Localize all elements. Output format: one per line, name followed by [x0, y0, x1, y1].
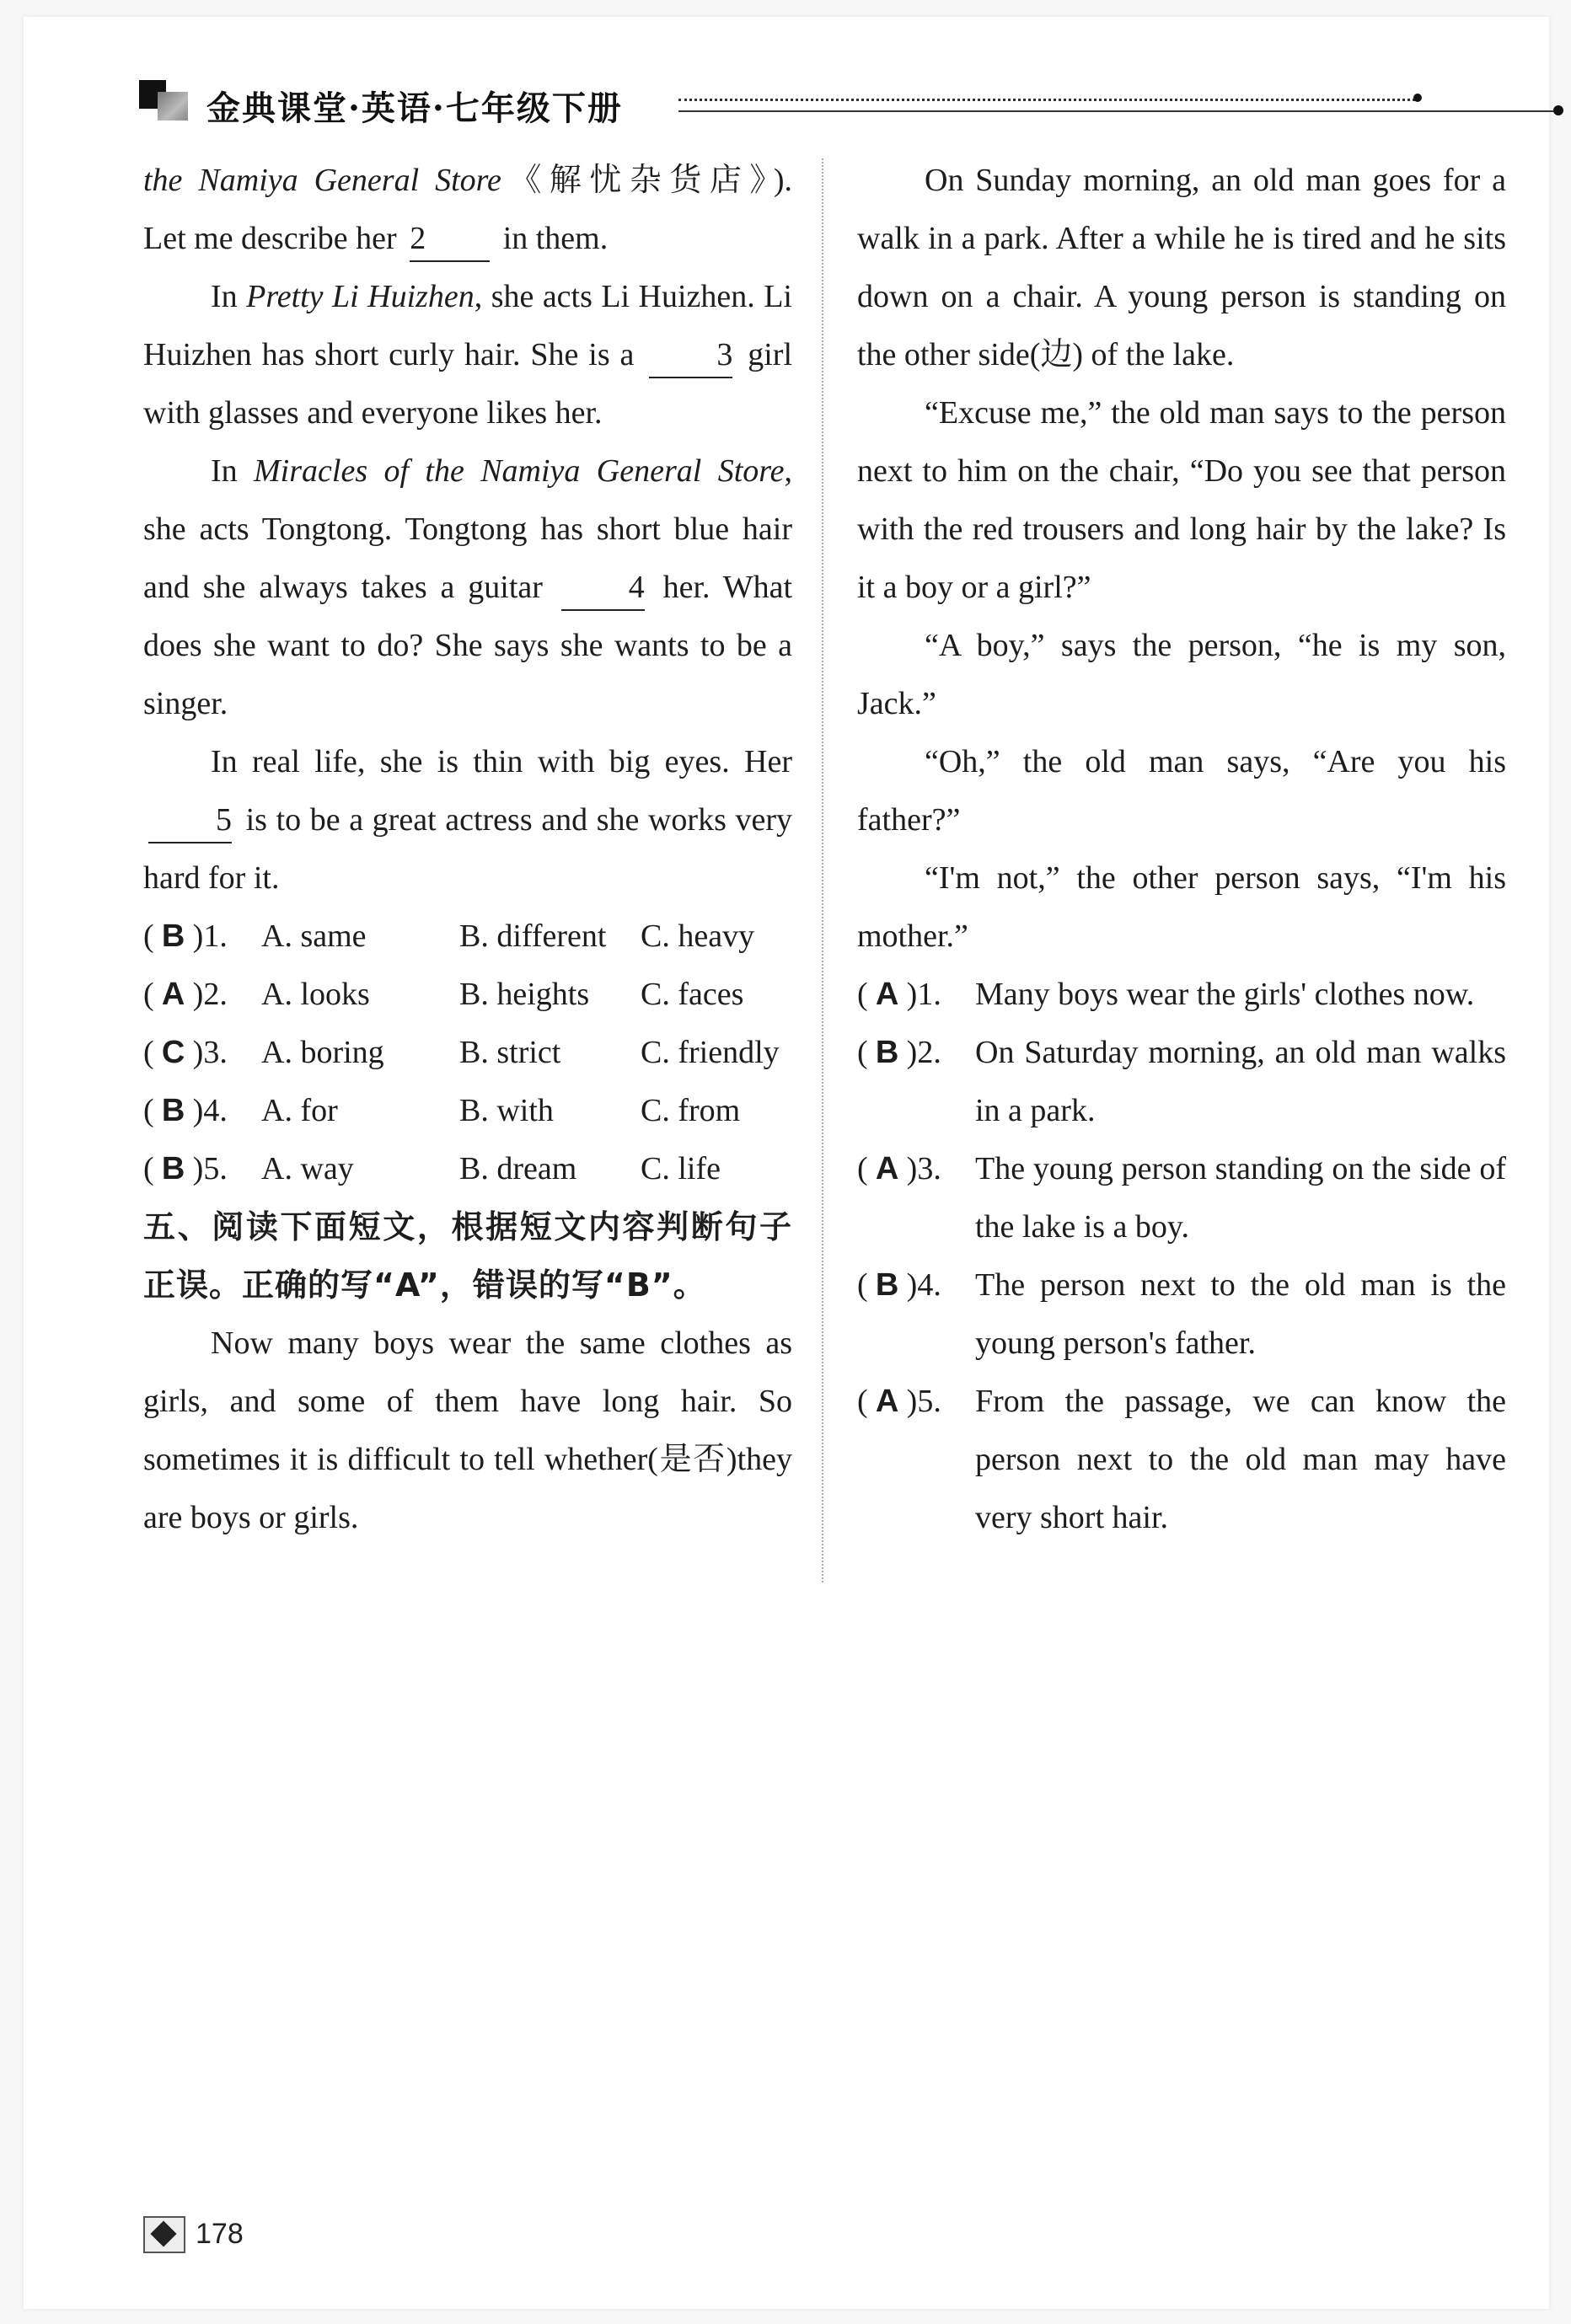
right-column [857, 152, 1506, 1547]
header-dot-icon [1413, 94, 1422, 102]
passage-paragraph: “Excuse me,” the old man says to the person next to him on the chair, “Do you see that person with the red trousers and long hair by the lake? Is it a boy or a girl?” [857, 395, 1506, 605]
question-row: ( B )5. A. way B. dream C. life [143, 1140, 792, 1198]
option-c: C. heavy [641, 918, 755, 954]
passage-text: girl with glasses and everyone likes her. [143, 337, 793, 431]
page-number: 178 [196, 2218, 244, 2250]
question-number: 2. [203, 977, 228, 1012]
judgment-item: ( A )5. From the passage, we can know the person next to the old man may have very short hair. [857, 1373, 1506, 1547]
question-number: 2. [917, 1035, 941, 1070]
passage-text: Let me describe her [143, 221, 397, 256]
judgment-item: ( A )1. Many boys wear the girls' clothes now. [857, 966, 1506, 1024]
chinese-title: 《解忧杂货店》). [501, 163, 793, 198]
option-b: B. dream [459, 1151, 577, 1186]
question-row: ( B )1. A. same B. different C. heavy [143, 908, 792, 966]
blank-4: 4 [561, 565, 645, 611]
passage-paragraph [143, 442, 792, 733]
header-rule-dotted [678, 99, 1420, 101]
page-header [139, 80, 1437, 131]
option-b: B. strict [459, 1035, 561, 1070]
question-number: 3. [917, 1151, 941, 1186]
passage-paragraph: “Oh,” the old man says, “Are you his father?” [857, 744, 1506, 838]
header-dot-icon [1553, 105, 1563, 115]
passage-text: In [211, 453, 238, 489]
option-c: C. friendly [641, 1035, 780, 1070]
answer-mark: C [161, 1035, 185, 1070]
header-title: 金典课堂·英语·七年级下册 [206, 88, 623, 128]
question-list [143, 908, 792, 1198]
movie-title: the Namiya General Store [143, 163, 501, 198]
movie-title: Pretty Li Huizhen [246, 279, 475, 314]
option-b: B. heights [459, 977, 590, 1012]
passage-text: , she acts Tongtong. Tongtong has short blue hair and she always takes a guitar [143, 453, 792, 605]
answer-mark: B [161, 1151, 185, 1186]
passage-paragraph: “I'm not,” the other person says, “I'm his mother.” [857, 860, 1506, 954]
option-c: C. life [641, 1151, 721, 1186]
question-number: 4. [917, 1267, 941, 1303]
passage-paragraph [143, 268, 792, 442]
judgment-item: ( B )4. The person next to the old man is the young person's father. [857, 1256, 1506, 1373]
question-number: 3. [203, 1035, 228, 1070]
blank-5: 5 [148, 798, 232, 843]
statement-text: The person next to the old man is the young person's father. [975, 1267, 1506, 1361]
question-number: 5. [203, 1151, 228, 1186]
answer-mark: B [161, 1093, 185, 1128]
question-number: 5. [917, 1384, 941, 1419]
question-number: 1. [917, 977, 941, 1012]
passage-text: in them. [502, 221, 609, 256]
question-row: ( A )2. A. looks B. heights C. faces [143, 966, 792, 1024]
movie-title: Miracles of the Namiya General Store [254, 453, 785, 489]
option-a: A. same [261, 918, 367, 954]
diamond-icon [143, 2216, 185, 2253]
statement-text: On Saturday morning, an old man walks in a park. [975, 1035, 1506, 1128]
answer-mark: B [161, 918, 185, 954]
question-row: ( B )4. A. for B. with C. from [143, 1082, 792, 1140]
answer-mark: A [875, 1384, 899, 1419]
passage-text: , she acts Li Huizhen. Li Huizhen has short curly hair. She is a [143, 279, 792, 372]
option-c: C. faces [641, 977, 744, 1012]
blank-2: 2 [410, 217, 490, 262]
answer-mark: A [875, 977, 899, 1012]
passage-text: In real life, she is thin with big eyes. Her [211, 744, 792, 779]
passage-text: is to be a great actress and she works very hard for it. [143, 802, 792, 896]
statement-text: The young person standing on the side of the lake is a boy. [975, 1151, 1506, 1245]
header-logo-icon [139, 80, 198, 120]
passage-text: In [211, 279, 238, 314]
option-a: A. boring [261, 1035, 384, 1070]
passage-line [143, 152, 792, 210]
option-a: A. for [261, 1093, 338, 1128]
option-b: B. different [459, 918, 607, 954]
column-divider [822, 158, 823, 1582]
judgment-item: ( B )2. On Saturday morning, an old man walks in a park. [857, 1024, 1506, 1140]
passage-paragraph [143, 733, 792, 908]
judgment-item: ( A )3. The young person standing on the side of the lake is a boy. [857, 1140, 1506, 1256]
option-a: A. looks [261, 977, 370, 1012]
blank-3: 3 [649, 333, 732, 378]
statement-text: From the passage, we can know the person next to the old man may have very short hair. [975, 1384, 1506, 1535]
passage-paragraph: “A boy,” says the person, “he is my son, Jack.” [857, 628, 1506, 721]
statement-text: Many boys wear the girls' clothes now. [975, 977, 1475, 1012]
section-title: 五、阅读下面短文，根据短文内容判断句子正误。正确的写“A”，错误的写“B”。 [143, 1208, 792, 1304]
option-c: C. from [641, 1093, 741, 1128]
answer-mark: A [875, 1151, 899, 1186]
passage-text: her. What does she want to do? She says she wants to be a singer. [143, 570, 793, 721]
header-rule-solid [678, 110, 1559, 112]
passage-paragraph: On Sunday morning, an old man goes for a walk in a park. After a while he is tired and he sits down on a chair. A young person is standing on the other side(边) of the lake. [857, 163, 1506, 372]
option-a: A. way [261, 1151, 354, 1186]
left-column [143, 152, 792, 1547]
answer-mark: B [875, 1035, 899, 1070]
true-false-list [857, 966, 1506, 1547]
question-row: ( C )3. A. boring B. strict C. friendly [143, 1024, 792, 1082]
answer-mark: A [161, 977, 185, 1012]
passage-line [143, 210, 792, 268]
passage-paragraph: Now many boys wear the same clothes as girls, and some of them have long hair. So sometimes it is difficult to tell whether(是否)they are boys or girls. [143, 1325, 792, 1535]
question-number: 4. [203, 1093, 228, 1128]
option-b: B. with [459, 1093, 554, 1128]
answer-mark: B [875, 1267, 899, 1303]
question-number: 1. [203, 918, 228, 954]
